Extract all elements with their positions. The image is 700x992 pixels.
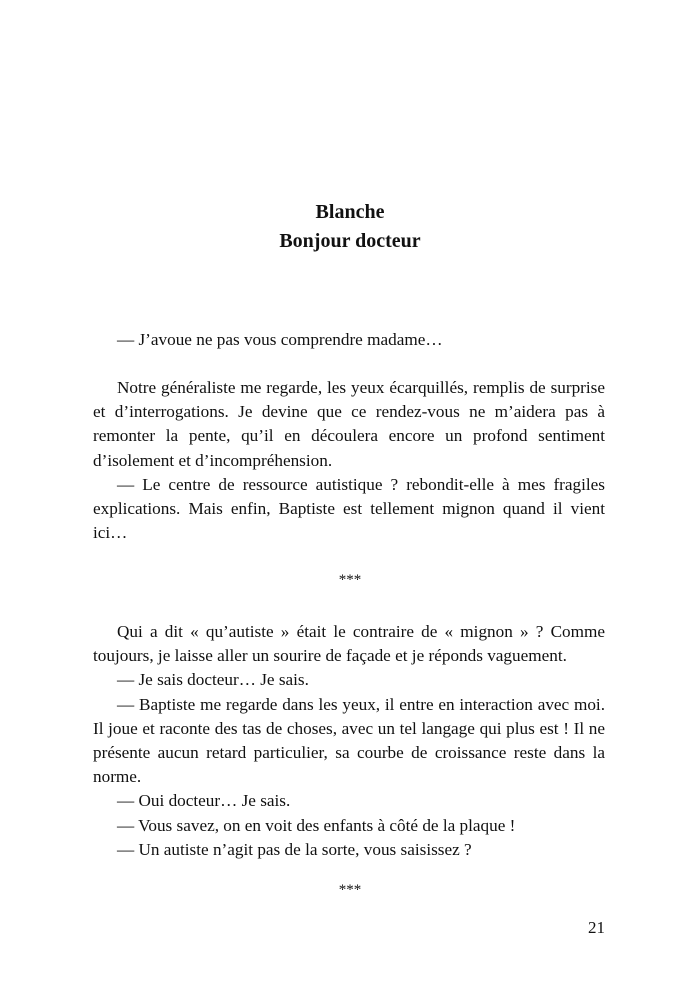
- section-2: [93, 376, 605, 545]
- chapter-subtitle: Bonjour docteur: [279, 230, 421, 252]
- section-1: [93, 328, 605, 352]
- paragraph: — Oui docteur… Je sais.: [117, 791, 291, 811]
- page-number: 21: [588, 918, 605, 937]
- paragraph: — Je sais docteur… Je sais.: [117, 670, 309, 690]
- paragraph: — Baptiste me regarde dans les yeux, il entre en interaction avec moi. Il joue et raconte des tas de choses, avec un tel langage qui plus est ! Il ne présente aucun retard particulier, sa courbe de croissance reste dans la norme.: [93, 694, 605, 787]
- paragraph: — J’avoue ne pas vous comprendre madame…: [117, 330, 443, 349]
- paragraph: — Un autiste n’agit pas de la sorte, vous saisissez ?: [117, 839, 472, 859]
- paragraph: — Vous savez, on en voit des enfants à côté de la plaque !: [117, 815, 516, 835]
- section-separator: ***: [338, 882, 362, 898]
- paragraph: Notre généraliste me regarde, les yeux écarquillés, remplis de surprise et d’interrogations. Je devine que ce rendez-vous ne m’aidera pas à remonter la pente, qu’il en découlera encore un profond sentiment d’isolement et d’incompréhension.: [93, 378, 605, 470]
- section-separator: ***: [338, 572, 362, 588]
- paragraph: — Le centre de ressource autistique ? rebondit-elle à mes fragiles explications. Mais enfin, Baptiste est tellement mignon quand il vient ici…: [93, 474, 605, 543]
- paragraph: Qui a dit « qu’autiste » était le contraire de « mignon » ? Comme toujours, je laisse aller un sourire de façade et je réponds vaguement.: [93, 622, 605, 666]
- chapter-title: Blanche: [315, 201, 385, 223]
- section-3: [93, 620, 605, 862]
